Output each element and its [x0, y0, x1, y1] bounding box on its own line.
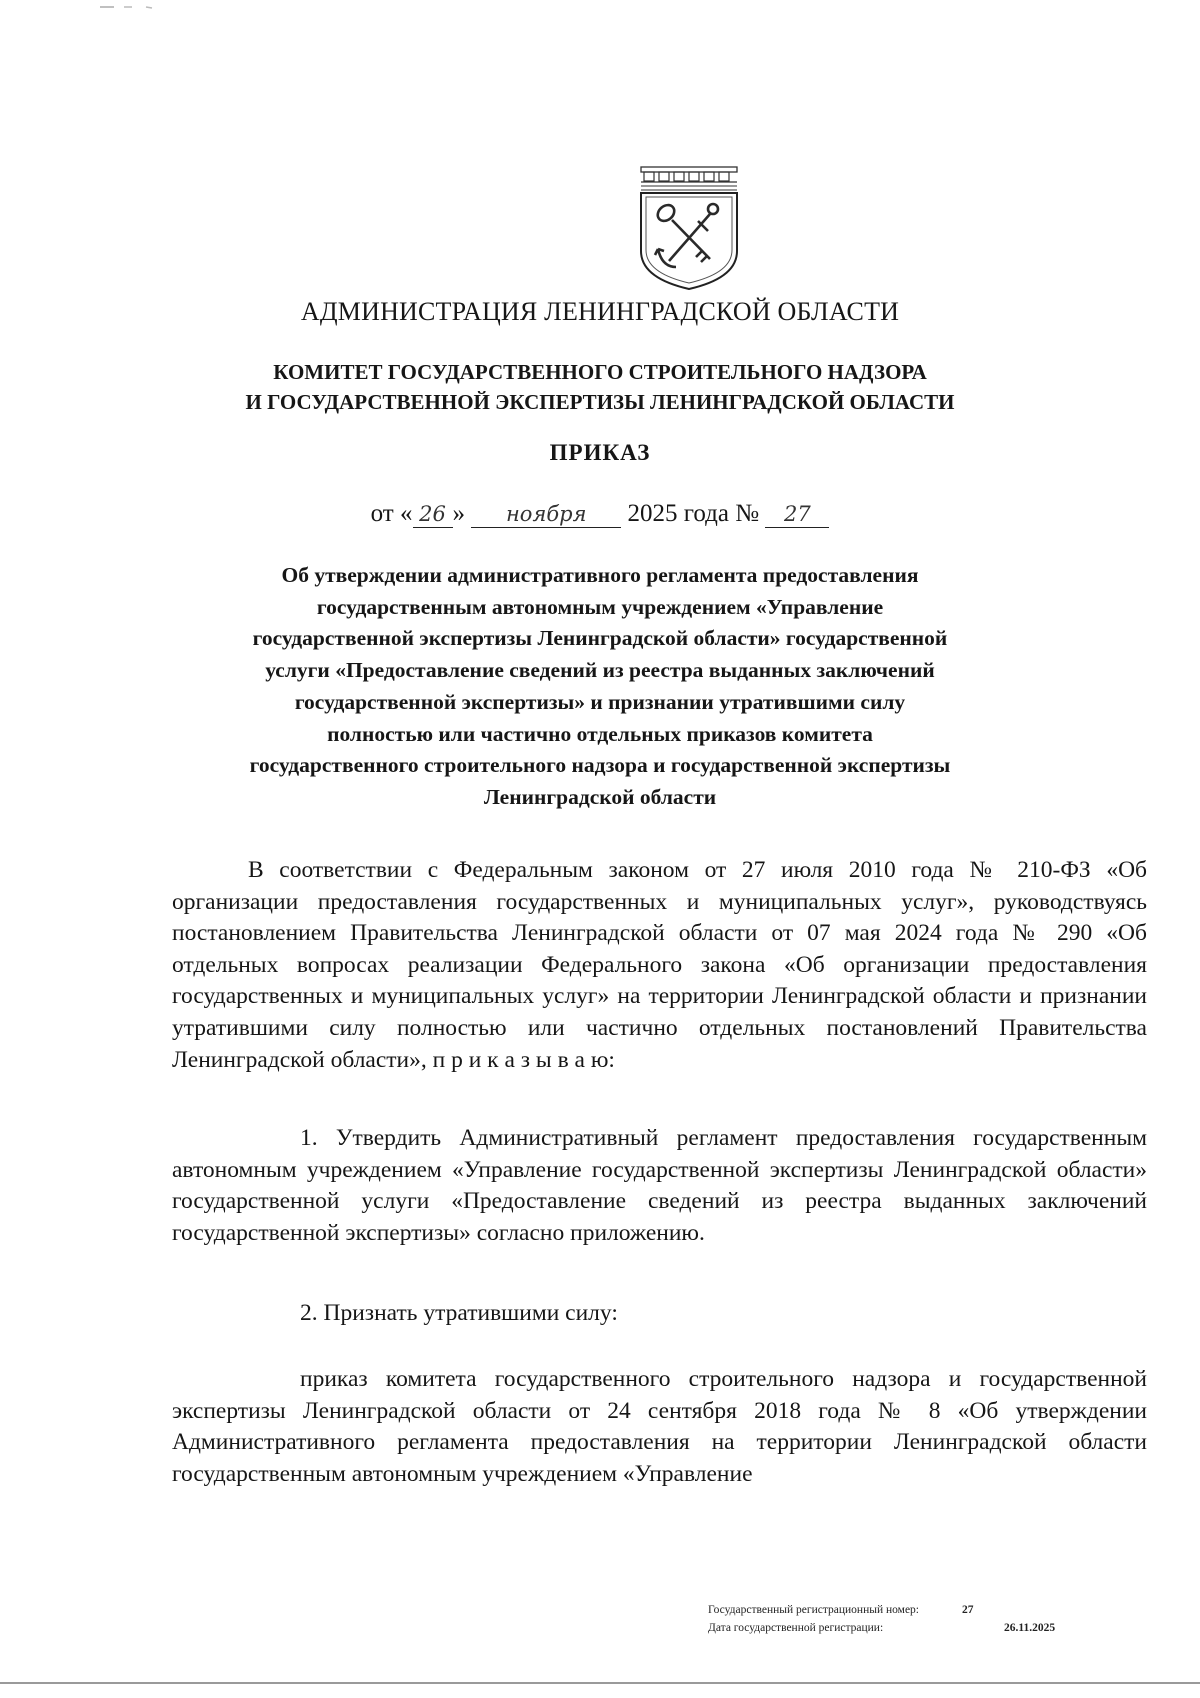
committee-line: КОМИТЕТ ГОСУДАРСТВЕННОГО СТРОИТЕЛЬНОГО НАДЗОРА	[273, 360, 927, 384]
page-bottom-edge	[0, 1682, 1200, 1684]
clause-1-paragraph: 1. Утвердить Административный регламент предоставления государственным автономным учреждением «Управление государственной экспертизы Ленинградской области» государственной услуги «Предоставление сведений из реестра выданных заключений государственной экспертизы» согласно приложению.	[172, 1125, 1147, 1246]
leningrad-oblast-crest-icon	[636, 165, 742, 291]
title-line: полностью или частично отдельных приказов комитета	[327, 721, 873, 746]
title-line: услуги «Предоставление сведений из реестра выданных заключений	[265, 658, 935, 683]
scan-artifact	[100, 4, 170, 10]
registration-stamp	[708, 1601, 1088, 1637]
order-number-sign: №	[735, 500, 760, 527]
date-day-handwritten: 26	[413, 501, 453, 528]
registration-number-label: Государственный регистрационный номер:	[708, 1604, 920, 1616]
document-title	[220, 560, 980, 814]
date-quote-close: »	[452, 500, 465, 527]
order-heading: ПРИКАЗ	[549, 440, 651, 465]
date-month-handwritten: ноября	[471, 501, 621, 528]
registration-date-value: 26.11.2025	[1004, 1622, 1056, 1634]
order-date-line	[0, 500, 1200, 528]
registration-date-label: Дата государственной регистрации:	[708, 1622, 884, 1634]
order-number-handwritten: 27	[765, 501, 829, 528]
title-line: Об утверждении административного регламента предоставления	[281, 563, 919, 587]
registration-number-value: 27	[962, 1604, 974, 1616]
date-prefix: от «	[370, 500, 413, 527]
title-line: государственным автономным учреждением «Управление	[316, 594, 884, 619]
organization-name: АДМИНИСТРАЦИЯ ЛЕНИНГРАДСКОЙ ОБЛАСТИ	[300, 297, 900, 326]
repealed-order-paragraph: приказ комитета государственного строительного надзора и государственной экспертизы Ленинградской области от 24 сентября 2018 года № 8 «Об утверждении Административного регламента предоставления на территории Ленинградской области государственным автономным учреждением «Управление	[172, 1366, 1147, 1487]
preamble-paragraph: В соответствии с Федеральным законом от 27 июля 2010 года № 210-ФЗ «Об организации предоставления государственных и муниципальных услуг», руководствуясь постановлением Правительства Ленинградской области от 07 мая 2024 года № 290 «Об отдельных вопросах реализации Федерального закона «Об организации предоставления государственных и муниципальных услуг» на территории Ленинградской области и признании утратившими силу полностью или частично отдельных постановлений Правительства Ленинградской области», п р и к а з ы в а ю:	[172, 857, 1147, 1073]
clause-2-heading: 2. Признать утратившими силу:	[300, 1300, 618, 1326]
committee-name	[0, 357, 1200, 417]
title-line: государственного строительного надзора и государственной экспертизы	[249, 753, 951, 778]
title-line: государственной экспертизы» и признании утратившими силу	[294, 689, 906, 714]
committee-line: И ГОСУДАРСТВЕННОЙ ЭКСПЕРТИЗЫ ЛЕНИНГРАДСКОЙ ОБЛАСТИ	[245, 390, 955, 414]
title-line: государственной экспертизы Ленинградской области» государственной	[252, 626, 948, 651]
date-year: 2025 года	[627, 500, 729, 527]
title-line: Ленинградской области	[483, 784, 717, 809]
